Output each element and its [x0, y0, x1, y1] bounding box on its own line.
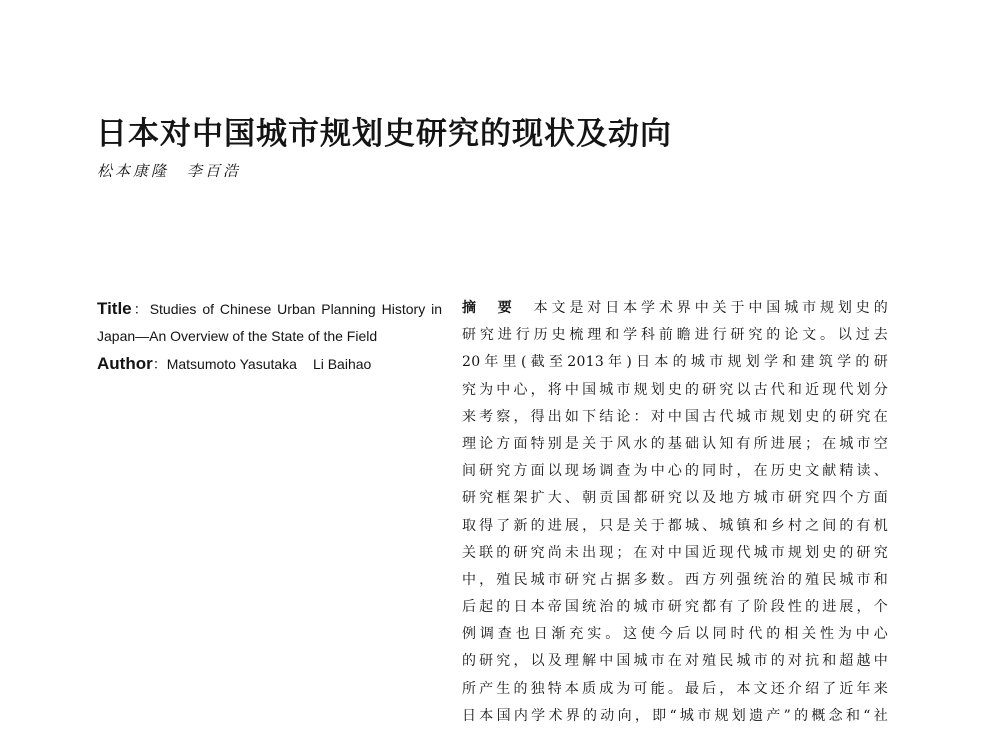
abstract-line: 日本国内学术界的动向，即“城市规划遗产”的概念和“社 [462, 707, 888, 724]
english-title-block [97, 295, 442, 350]
abstract-line: 研究框架扩大、朝贡国都研究以及地方城市研究四个方面 [462, 490, 888, 507]
english-title: Studies of Chinese Urban Planning History in Japan—An Overview of the State of the Field [97, 301, 443, 344]
abstract-line: 关联的研究尚未出现；在对中国近现代城市规划史的研究 [462, 544, 888, 561]
abstract-line: 研究进行历史梳理和学科前瞻进行研究的论文。以过去 [462, 327, 888, 344]
title-label: Title [97, 299, 132, 318]
abstract [462, 295, 888, 730]
abstract-line: 间研究方面以现场调查为中心的同时，在历史文献精读、 [462, 463, 888, 480]
author-name-en: Li Baihao [312, 356, 372, 372]
abstract-line: 20年里(截至2013年)日本的城市规划学和建筑学的研 [462, 354, 888, 371]
abstract-line: 究为中心，将中国城市规划史的研究以古代和近现代划分 [462, 381, 888, 398]
abstract-line: 后起的日本帝国统治的城市研究都有了阶段性的进展，个 [462, 599, 888, 616]
abstract-line: 例调查也日渐充实。这使今后以同时代的相关性为中心 [462, 626, 888, 643]
abstract-heading: 摘 要 [462, 300, 516, 316]
english-metadata [97, 295, 442, 378]
abstract-line: 所产生的独特本质成为可能。最后，本文还介绍了近年来 [462, 680, 888, 697]
abstract-line [462, 295, 888, 322]
abstract-line: 取得了新的进展，只是关于都城、城镇和乡村之间的有机 [462, 517, 888, 534]
abstract-line: 来考察，得出如下结论：对中国古代城市规划史的研究在 [462, 408, 888, 425]
authors-chinese [97, 160, 241, 181]
abstract-line: 中，殖民城市研究占据多数。西方列强统治的殖民城市和 [462, 571, 888, 588]
article-title: 日本对中国城市规划史研究的现状及动向 [96, 116, 672, 152]
abstract-text: 本文是对日本学术界中关于中国城市规划史的 [533, 300, 888, 316]
author-name-en: Matsumoto Yasutaka [166, 356, 297, 372]
abstract-line: 的研究，以及理解中国城市在对殖民城市的对抗和超越中 [462, 653, 888, 670]
title-colon: ： [131, 301, 150, 317]
abstract-line: 理论方面特别是关于风水的基础认知有所进展；在城市空 [462, 435, 888, 452]
english-author-block [97, 350, 442, 378]
author-name: 李百浩 [187, 162, 242, 180]
author-name: 松本康隆 [97, 162, 170, 180]
author-label: Author [97, 354, 153, 373]
author-colon: ： [152, 356, 167, 372]
